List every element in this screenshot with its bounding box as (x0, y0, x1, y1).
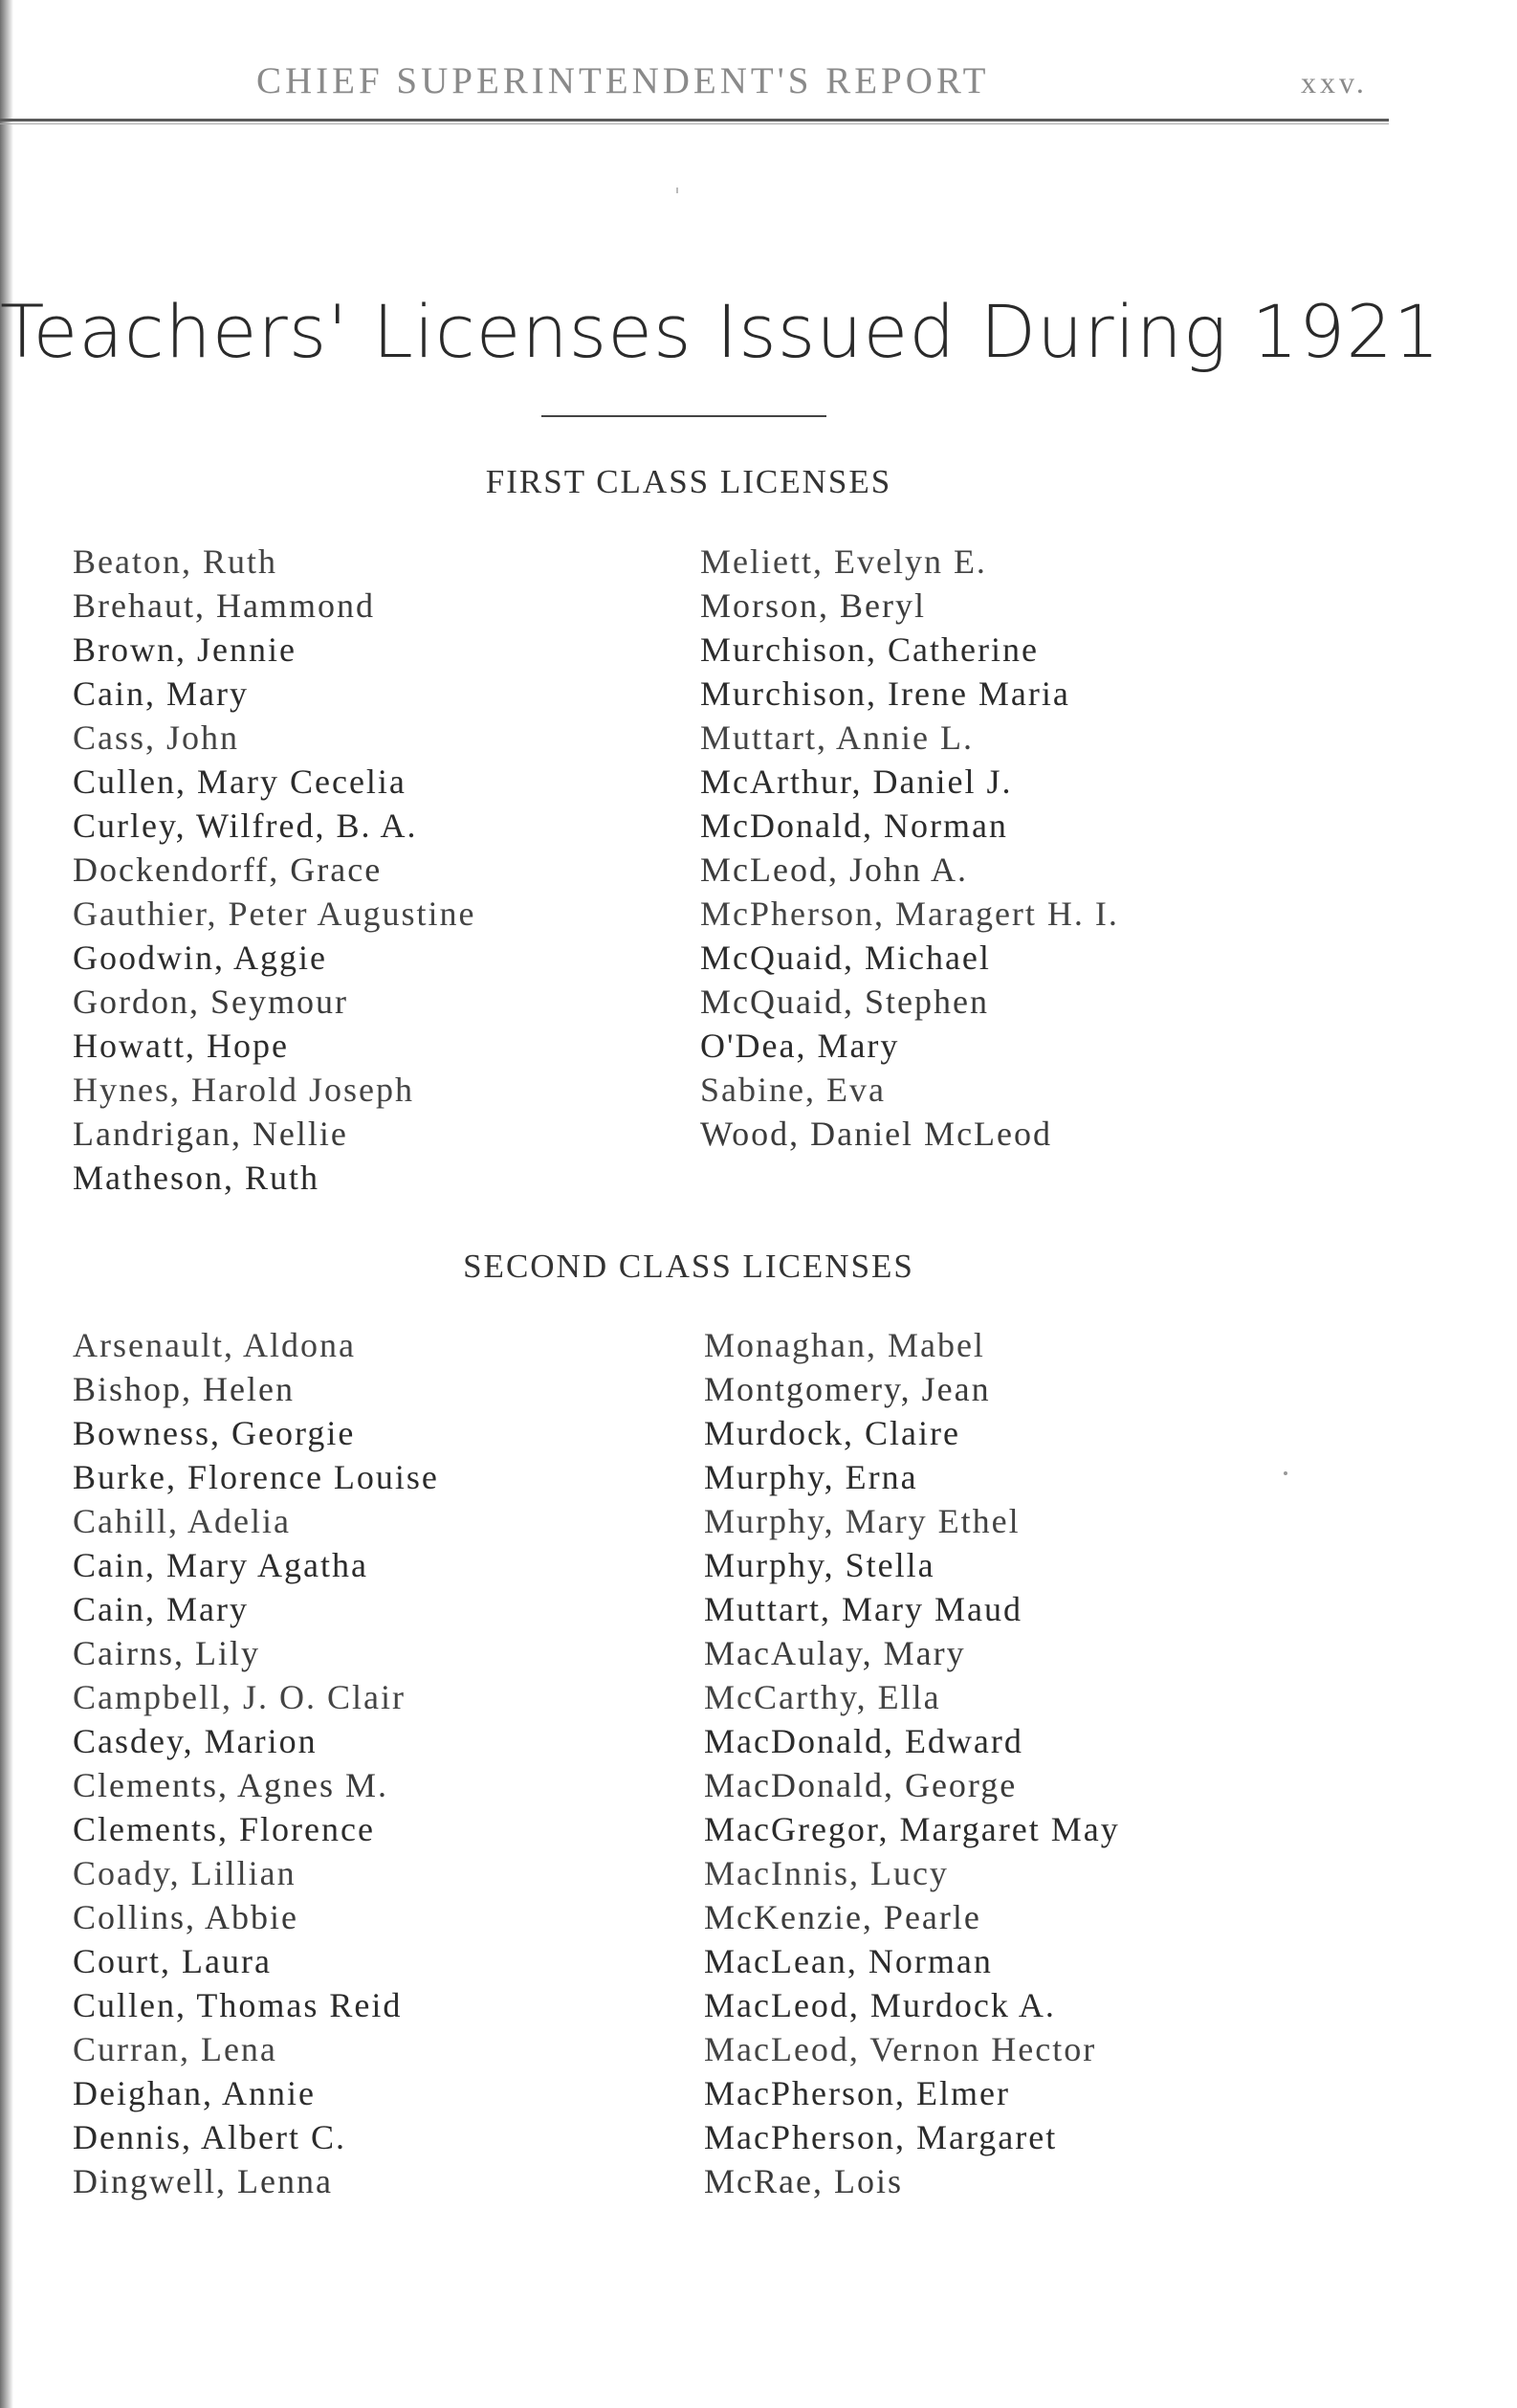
license-holder-name: McRae, Lois (704, 2162, 903, 2200)
license-holder-name: Collins, Abbie (73, 1898, 299, 1936)
second-class-left-column (73, 1323, 439, 2203)
license-holder-name: MacLean, Norman (704, 1942, 993, 1980)
license-holder-name: MacLeod, Vernon Hector (704, 2030, 1097, 2068)
license-holder-name: MacLeod, Murdock A. (704, 1986, 1056, 2024)
second-class-right-column (704, 1323, 1120, 2203)
license-holder-name: MacPherson, Margaret (704, 2118, 1058, 2156)
license-holder-name: MacPherson, Elmer (704, 2074, 1010, 2112)
license-holder-name: Landrigan, Nellie (73, 1115, 348, 1153)
license-holder-name: Meliett, Evelyn E. (700, 542, 987, 581)
license-holder-name: Cain, Mary (73, 1590, 249, 1628)
license-holder-name: Campbell, J. O. Clair (73, 1678, 406, 1716)
license-holder-name: Deighan, Annie (73, 2074, 316, 2112)
section-heading-first-class: FIRST CLASS LICENSES (485, 463, 892, 500)
license-holder-name: Court, Laura (73, 1942, 272, 1980)
license-holder-name: Cullen, Mary Cecelia (73, 762, 407, 801)
license-holder-name: Curley, Wilfred, B. A. (73, 806, 418, 845)
page-number: xxv. (1301, 65, 1368, 99)
license-holder-name: Murphy, Erna (704, 1458, 918, 1496)
license-holder-name: Murphy, Mary Ethel (704, 1502, 1021, 1540)
page-title: Teachers' Licenses Issued During 1921 (0, 289, 1441, 374)
license-holder-name: McLeod, John A. (700, 851, 968, 889)
license-holder-name: Wood, Daniel McLeod (700, 1115, 1053, 1153)
first-class-right-column (700, 540, 1119, 1156)
section-heading-second-class: SECOND CLASS LICENSES (463, 1248, 914, 1285)
license-holder-name: Cain, Mary Agatha (73, 1546, 368, 1584)
license-holder-name: McPherson, Maragert H. I. (700, 895, 1119, 933)
license-holder-name: Beaton, Ruth (73, 542, 277, 581)
header-rule-thin (0, 123, 1389, 124)
license-holder-name: Bishop, Helen (73, 1370, 295, 1408)
license-holder-name: Cain, Mary (73, 674, 249, 713)
license-holder-name: Sabine, Eva (700, 1071, 886, 1109)
license-holder-name: Clements, Florence (73, 1810, 375, 1848)
license-holder-name: Cass, John (73, 718, 240, 757)
license-holder-name: Montgomery, Jean (704, 1370, 991, 1408)
license-holder-name: Curran, Lena (73, 2030, 277, 2068)
print-speck (676, 188, 678, 193)
license-holder-name: Dennis, Albert C. (73, 2118, 346, 2156)
license-holder-name: McQuaid, Michael (700, 939, 991, 977)
license-holder-name: Hynes, Harold Joseph (73, 1071, 414, 1109)
license-holder-name: Gordon, Seymour (73, 983, 348, 1021)
first-class-left-column (73, 540, 475, 1200)
license-holder-name: Matheson, Ruth (73, 1159, 319, 1197)
running-head-title: CHIEF SUPERINTENDENT'S REPORT (256, 60, 990, 101)
license-holder-name: Bowness, Georgie (73, 1414, 356, 1452)
license-holder-name: Howatt, Hope (73, 1027, 289, 1065)
license-holder-name: MacDonald, Edward (704, 1722, 1023, 1760)
license-holder-name: Cairns, Lily (73, 1634, 260, 1672)
license-holder-name: McDonald, Norman (700, 806, 1008, 845)
running-head (0, 59, 1517, 107)
license-holder-name: MacGregor, Margaret May (704, 1810, 1120, 1848)
license-holder-name: McArthur, Daniel J. (700, 762, 1013, 801)
license-holder-name: Monaghan, Mabel (704, 1326, 985, 1364)
license-holder-name: Gauthier, Peter Augustine (73, 895, 476, 933)
license-holder-name: McQuaid, Stephen (700, 983, 989, 1021)
header-rule (0, 119, 1389, 122)
license-holder-name: Clements, Agnes M. (73, 1766, 388, 1804)
license-holder-name: Morson, Beryl (700, 586, 926, 625)
license-holder-name: Coady, Lillian (73, 1854, 297, 1892)
license-holder-name: Brehaut, Hammond (73, 586, 375, 625)
license-holder-name: O'Dea, Mary (700, 1027, 900, 1065)
license-holder-name: Goodwin, Aggie (73, 939, 327, 977)
license-holder-name: Muttart, Annie L. (700, 718, 974, 757)
license-holder-name: Dingwell, Lenna (73, 2162, 333, 2200)
license-holder-name: MacDonald, George (704, 1766, 1018, 1804)
license-holder-name: Dockendorff, Grace (73, 851, 383, 889)
license-holder-name: Murchison, Irene Maria (700, 674, 1070, 713)
license-holder-name: Arsenault, Aldona (73, 1326, 356, 1364)
license-holder-name: Murchison, Catherine (700, 630, 1039, 669)
license-holder-name: Murphy, Stella (704, 1546, 935, 1584)
license-holder-name: MacInnis, Lucy (704, 1854, 949, 1892)
title-underline-rule (541, 415, 826, 417)
license-holder-name: Muttart, Mary Maud (704, 1590, 1022, 1628)
license-holder-name: McCarthy, Ella (704, 1678, 941, 1716)
license-holder-name: Cullen, Thomas Reid (73, 1986, 403, 2024)
license-holder-name: Casdey, Marion (73, 1722, 318, 1760)
license-holder-name: Brown, Jennie (73, 630, 297, 669)
license-holder-name: McKenzie, Pearle (704, 1898, 981, 1936)
license-holder-name: Murdock, Claire (704, 1414, 960, 1452)
print-speck (1284, 1471, 1287, 1475)
license-holder-name: MacAulay, Mary (704, 1634, 966, 1672)
license-holder-name: Burke, Florence Louise (73, 1458, 439, 1496)
license-holder-name: Cahill, Adelia (73, 1502, 291, 1540)
